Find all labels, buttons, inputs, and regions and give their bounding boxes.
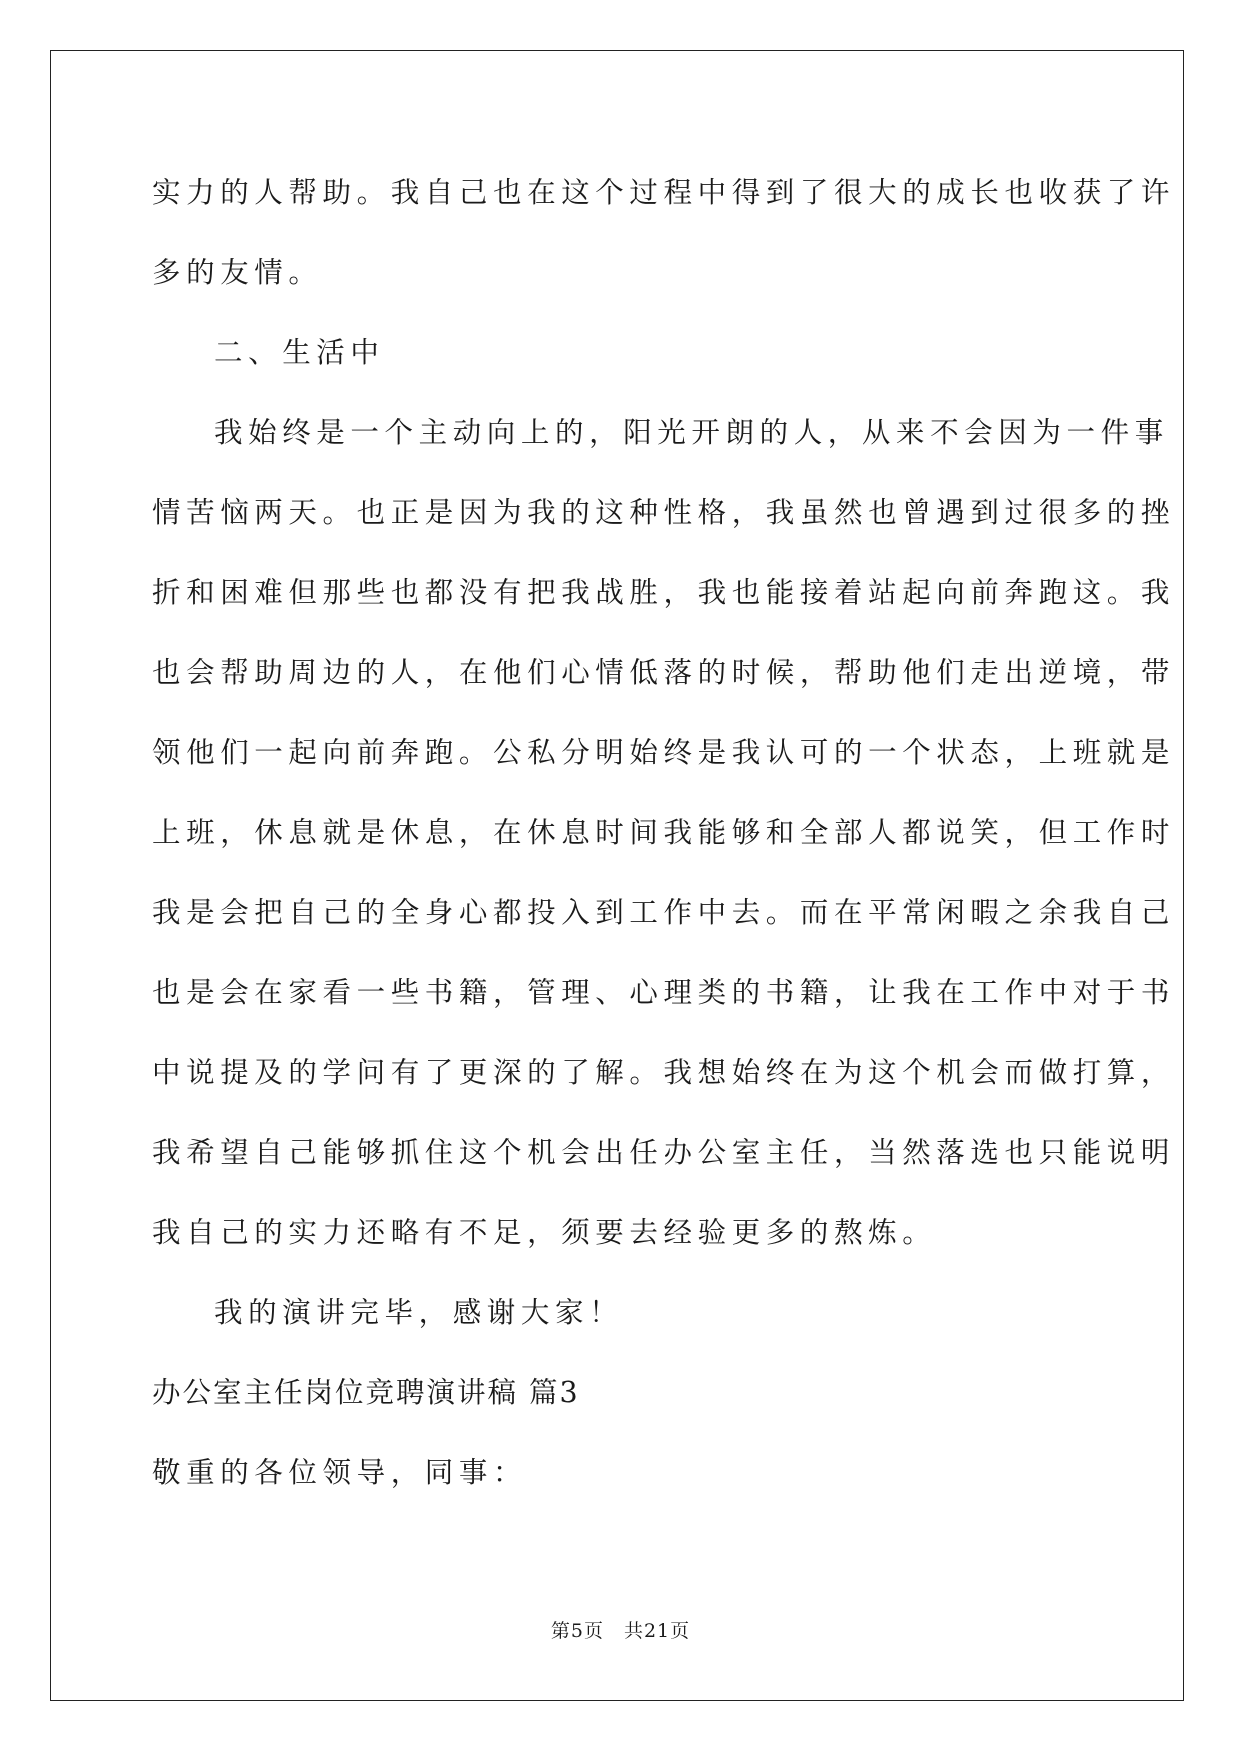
closing-line: 我的演讲完毕，感谢大家！ (214, 1296, 624, 1329)
text-line: 上班，休息就是休息，在休息时间我能够和全部人都说笑，但工作时 (152, 816, 1176, 849)
section-title: 办公室主任岗位竞聘演讲稿 篇3 (152, 1376, 580, 1409)
text-line: 也会帮助周边的人，在他们心情低落的时候，帮助他们走出逆境，带 (152, 656, 1176, 689)
text-line: 实力的人帮助。我自己也在这个过程中得到了很大的成长也收获了许 (152, 176, 1176, 209)
text-line: 我是会把自己的全身心都投入到工作中去。而在平常闲暇之余我自己 (152, 896, 1176, 929)
text-line: 多的友情。 (152, 256, 323, 289)
text-line: 领他们一起向前奔跑。公私分明始终是我认可的一个状态，上班就是 (152, 736, 1176, 769)
salutation: 敬重的各位领导，同事： (152, 1456, 528, 1489)
text-line: 情苦恼两天。也正是因为我的这种性格，我虽然也曾遇到过很多的挫 (152, 496, 1176, 529)
text-line: 中说提及的学问有了更深的了解。我想始终在为这个机会而做打算， (152, 1056, 1176, 1089)
page-number: 第5页 共21页 (550, 1620, 691, 1642)
text-line: 我希望自己能够抓住这个机会出任办公室主任，当然落选也只能说明 (152, 1136, 1176, 1169)
text-line: 也是会在家看一些书籍，管理、心理类的书籍，让我在工作中对于书 (152, 976, 1176, 1009)
text-line: 我自己的实力还略有不足，须要去经验更多的熬炼。 (152, 1216, 937, 1249)
text-line: 我始终是一个主动向上的，阳光开朗的人，从来不会因为一件事 (214, 416, 1169, 449)
document-body (152, 153, 1176, 1513)
section-heading: 二、生活中 (214, 336, 385, 369)
text-line: 折和困难但那些也都没有把我战胜，我也能接着站起向前奔跑这。我 (152, 576, 1176, 609)
